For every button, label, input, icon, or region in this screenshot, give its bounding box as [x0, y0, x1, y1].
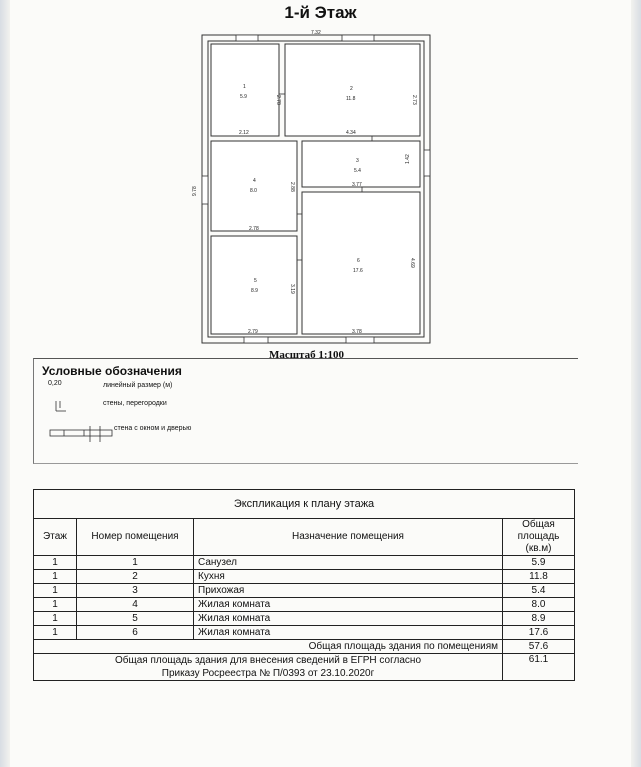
- row-area: 8.9: [503, 612, 575, 626]
- total-egrn-line-1: Общая площадь здания для внесения сведений в ЕГРН согласно: [114, 655, 422, 666]
- row-area: 11.8: [503, 570, 575, 584]
- room-5-area: 8.9: [251, 288, 258, 294]
- dim-room5-right: 3.19: [289, 284, 295, 294]
- row-number: 1: [77, 556, 194, 570]
- table-row: [34, 598, 575, 612]
- window-room-4: [202, 176, 208, 204]
- room-5: [211, 236, 297, 334]
- room-1-area: 5.9: [240, 94, 247, 100]
- row-purpose: Санузел: [194, 556, 503, 570]
- row-purpose: Жилая комната: [194, 626, 503, 640]
- floor-title: 1-й Этаж: [284, 3, 357, 22]
- table-row: [34, 556, 575, 570]
- row-number: 3: [77, 584, 194, 598]
- legend-window-label: стена с окном и дверью: [114, 425, 192, 432]
- row-area: 5.4: [503, 584, 575, 598]
- dim-room6-bottom: 3.78: [352, 329, 362, 335]
- explication-table: [33, 489, 575, 681]
- total-rooms-value: 57.6: [503, 640, 575, 654]
- dim-room3-bottom: 3.77: [352, 182, 362, 188]
- legend-walls-label: стены, перегородки: [103, 400, 167, 407]
- legend-linear-label: линейный размер (м): [103, 382, 173, 389]
- window-room-5: [244, 337, 268, 343]
- room-3: [302, 141, 420, 187]
- dim-room5-bottom: 2.79: [248, 329, 258, 335]
- dim-overall-top: 7.32: [311, 30, 321, 36]
- header-purpose: Назначение помещения: [194, 519, 503, 556]
- row-number: 5: [77, 612, 194, 626]
- table-row: [34, 570, 575, 584]
- dim-room1-bottom: 2.12: [239, 130, 249, 136]
- table-row: [34, 612, 575, 626]
- header-room-number: Номер помещения: [77, 519, 194, 556]
- row-number: 6: [77, 626, 194, 640]
- room-3-area: 5.4: [354, 168, 361, 174]
- room-6-area: 17.6: [353, 268, 363, 274]
- total-egrn-label: [34, 654, 503, 681]
- window-room-1: [236, 35, 258, 41]
- room-6: [302, 192, 420, 334]
- legend-title: Условные обозначения: [42, 364, 182, 378]
- row-floor: 1: [34, 626, 77, 640]
- room-1: [211, 44, 279, 136]
- total-rooms-row: [34, 640, 575, 654]
- room-4-area: 8.0: [250, 188, 257, 194]
- row-area: 5.9: [503, 556, 575, 570]
- row-purpose: Прихожая: [194, 584, 503, 598]
- header-floor: Этаж: [34, 519, 77, 556]
- table-row: [34, 626, 575, 640]
- entrance-door: [424, 150, 430, 176]
- row-area: 17.6: [503, 626, 575, 640]
- window-room-2: [342, 35, 374, 41]
- row-floor: 1: [34, 584, 77, 598]
- legend-sample-value: 0,20: [48, 380, 62, 387]
- row-number: 2: [77, 570, 194, 584]
- dim-room4-bottom: 2.78: [249, 226, 259, 232]
- room-2-number: 2: [350, 86, 353, 92]
- row-floor: 1: [34, 598, 77, 612]
- row-purpose: Кухня: [194, 570, 503, 584]
- row-purpose: Жилая комната: [194, 612, 503, 626]
- room-6-number: 6: [357, 258, 360, 264]
- dim-room1-right: 2.78: [275, 95, 281, 105]
- row-floor: 1: [34, 612, 77, 626]
- dim-room2-right: 2.73: [411, 95, 417, 105]
- total-egrn-value: 61.1: [503, 654, 575, 681]
- room-3-number: 3: [356, 158, 359, 164]
- room-1-number: 1: [243, 84, 246, 90]
- dim-room6-right: 4.69: [409, 258, 415, 268]
- total-rooms-label: Общая площадь здания по помещениям: [34, 640, 503, 654]
- room-4-number: 4: [253, 178, 256, 184]
- total-egrn-line-2: Приказу Росреестра № П/0393 от 23.10.2020г: [161, 668, 375, 679]
- row-purpose: Жилая комната: [194, 598, 503, 612]
- total-egrn-row: [34, 654, 575, 681]
- header-area: Общая площадь (кв.м): [503, 519, 575, 556]
- row-floor: 1: [34, 556, 77, 570]
- scale-label: Масштаб 1:100: [269, 349, 345, 361]
- row-floor: 1: [34, 570, 77, 584]
- table-row: [34, 584, 575, 598]
- room-4: [211, 141, 297, 231]
- row-number: 4: [77, 598, 194, 612]
- dim-room4-right: 2.88: [289, 182, 295, 192]
- dim-room3-right: 1.42: [405, 154, 411, 164]
- dim-room2-bottom: 4.34: [346, 130, 356, 136]
- row-area: 8.0: [503, 598, 575, 612]
- room-5-number: 5: [254, 278, 257, 284]
- window-room-6: [346, 337, 374, 343]
- explication-caption: Экспликация к плану этажа: [34, 490, 575, 519]
- dim-overall-left: 9.78: [192, 186, 198, 196]
- room-2-area: 11.8: [346, 96, 356, 102]
